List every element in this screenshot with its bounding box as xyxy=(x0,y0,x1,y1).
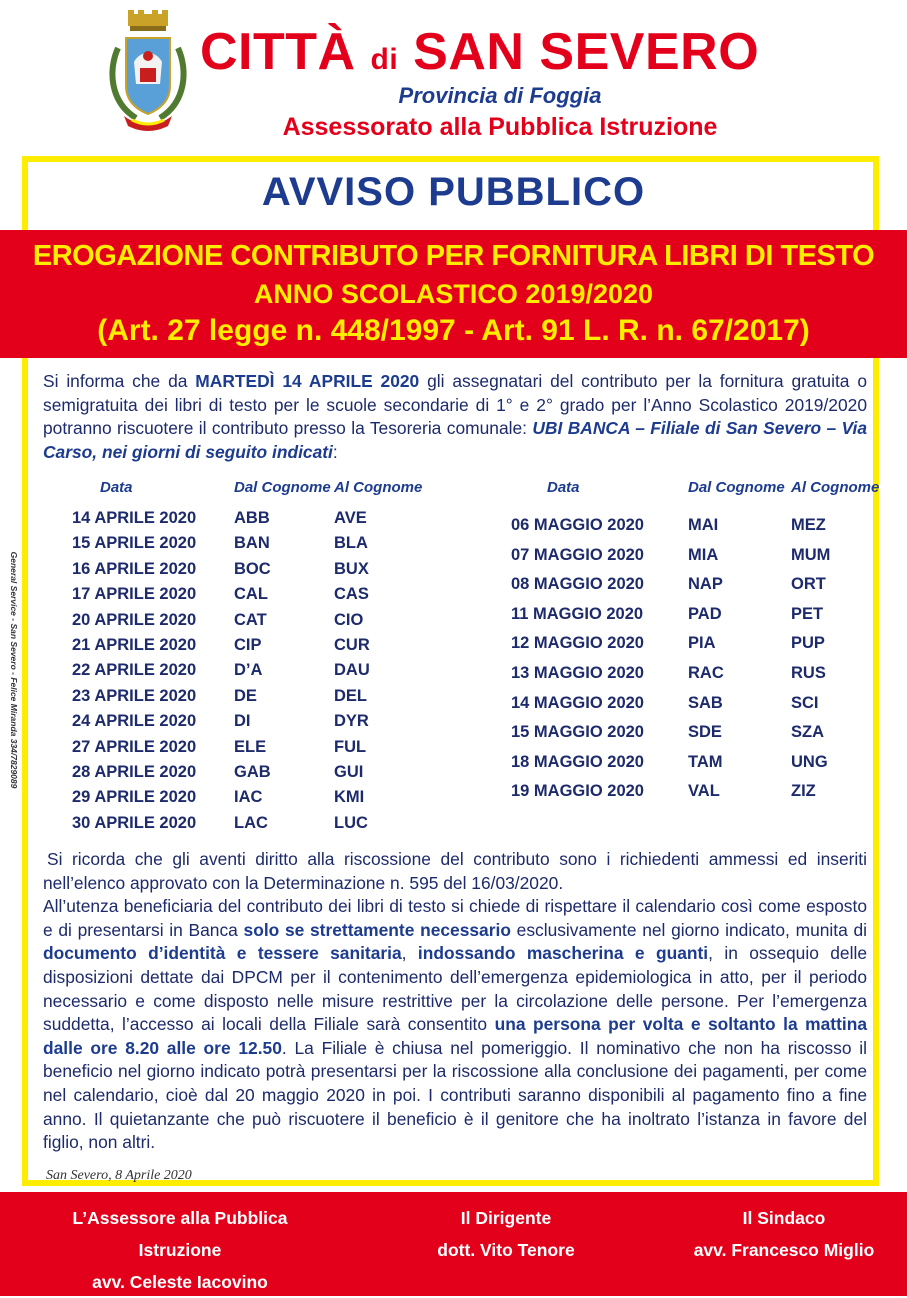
reminder-bold: solo se strettamente necessario xyxy=(243,919,511,940)
schedule-cell-to: PET xyxy=(791,604,824,623)
intro-start-date: MARTEDÌ 14 APRILE 2020 xyxy=(195,371,420,391)
schedule-cell-from: IAC xyxy=(234,788,263,807)
schedule-cell-to: ORT xyxy=(791,575,826,594)
reminder-text: , in ossequio delle disposizioni dettate dai DPCM per il contenimento dell’emergenza epidemiologica in atto, per il periodo necessario e come disposto nelle misure restrittive per la circolazione delle persone. Per l’emergenza suddetta, l’accesso ai locali della Filiale sarà consentito xyxy=(43,943,867,1035)
side-credit-text: General Service - San Severo - Felice Miranda 334/7829089 xyxy=(9,551,19,789)
schedule-cell-date: 24 APRILE 2020 xyxy=(72,712,197,731)
schedule-cell-to: UNG xyxy=(791,752,828,771)
city-name: SAN SEVERO xyxy=(413,23,760,81)
reminder-bold: indossando mascherina e guanti xyxy=(417,943,709,964)
signature-name: avv. Celeste Iacovino xyxy=(92,1272,268,1292)
schedule-cell-date: 08 MAGGIO 2020 xyxy=(511,575,644,594)
side-credit xyxy=(4,551,24,789)
place-date: San Severo, 8 Aprile 2020 xyxy=(46,1168,192,1183)
right-header-from: Dal Cognome xyxy=(688,479,785,496)
schedule-cell-to: GUI xyxy=(334,763,364,781)
schedule-cell-from: MAI xyxy=(688,516,719,534)
schedule-cell-to: CAS xyxy=(334,585,369,604)
notice-title: AVVISO PUBBLICO xyxy=(261,170,646,214)
schedule-cell-to: CUR xyxy=(334,636,370,654)
schedule-cell-date: 14 MAGGIO 2020 xyxy=(511,693,644,712)
city-di: di xyxy=(370,43,399,76)
schedule-cell-date: 23 APRILE 2020 xyxy=(72,686,197,705)
signature-name: dott. Vito Tenore xyxy=(437,1240,575,1260)
right-header-date: Data xyxy=(547,479,580,496)
schedule-cell-date: 14 APRILE 2020 xyxy=(72,509,197,527)
schedule-cell-date: 30 APRILE 2020 xyxy=(72,813,197,832)
schedule-cell-date: 11 MAGGIO 2020 xyxy=(511,604,644,623)
schedule-cell-to: DEL xyxy=(334,686,367,705)
signature-role: L’Assessore alla Pubblica Istruzione xyxy=(72,1208,288,1260)
schedule-cell-from: MIA xyxy=(688,545,719,564)
left-header-date: Data xyxy=(100,479,133,496)
schedule-cell-to: CIO xyxy=(334,610,364,629)
reminder-text: All’utenza beneficiaria del contributo dei libri di testo si chiede di rispettare il calendario così come esposto e di presentarsi in Banca xyxy=(43,896,867,940)
schedule-cell-date: 15 APRILE 2020 xyxy=(72,534,197,553)
schedule-cell-date: 17 APRILE 2020 xyxy=(72,585,197,604)
schedule-cell-to: DYR xyxy=(334,712,369,731)
signature-sindaco xyxy=(634,1202,907,1266)
reminder-bold: una persona per volta e soltanto la mattina dalle ore 8.20 alle ore 12.50 xyxy=(43,1014,867,1058)
schedule-cell-to: SCI xyxy=(791,693,819,712)
city-crest-logo xyxy=(106,10,190,134)
schedule-cell-from: ABB xyxy=(234,509,270,527)
schedule-cell-to: FUL xyxy=(334,737,367,756)
subject-line-3: (Art. 27 legge n. 448/1997 - Art. 91 L. R. n. 67/2017) xyxy=(97,314,810,347)
schedule-cell-date: 06 MAGGIO 2020 xyxy=(511,516,644,534)
intro-text: : xyxy=(332,441,338,462)
signature-role: Il Dirigente xyxy=(460,1208,552,1228)
schedule-cell-from: VAL xyxy=(688,782,720,801)
signature-role: Il Sindaco xyxy=(742,1208,826,1228)
schedule-cell-date: 28 APRILE 2020 xyxy=(72,763,197,781)
schedule-cell-from: NAP xyxy=(688,575,723,594)
intro-text: Si informa che da xyxy=(43,371,196,391)
schedule-cell-date: 21 APRILE 2020 xyxy=(72,636,197,654)
schedule-cell-from: BAN xyxy=(234,534,270,553)
schedule-cell-to: ZIZ xyxy=(791,782,816,801)
schedule-cell-date: 07 MAGGIO 2020 xyxy=(511,545,644,564)
schedule-cell-from: LAC xyxy=(234,813,268,832)
right-header-to: Al Cognome xyxy=(791,479,880,496)
reminder-p1: Si ricorda che gli aventi diritto alla riscossione del contributo sono i richiedenti ammessi ed inseriti nell’elenco approvato con la Determinazione n. 595 del 16/03/2020. xyxy=(43,849,867,893)
schedule-cell-to: DAU xyxy=(334,661,370,680)
schedule-cell-from: ELE xyxy=(234,737,267,756)
schedule-cell-date: 13 MAGGIO 2020 xyxy=(511,664,644,682)
schedule-cell-to: SZA xyxy=(791,723,824,742)
schedule-cell-date: 27 APRILE 2020 xyxy=(72,737,197,756)
schedule-cell-to: MUM xyxy=(791,545,831,564)
schedule-cell-date: 18 MAGGIO 2020 xyxy=(511,752,644,771)
schedule-cell-to: BUX xyxy=(334,559,369,578)
schedule-cell-from: SAB xyxy=(688,693,723,712)
schedule-cell-from: PAD xyxy=(688,604,722,623)
reminder-bold: documento d’identità e tessere sanitaria xyxy=(43,943,402,964)
schedule-cell-from: D’A xyxy=(234,661,263,680)
city-title xyxy=(200,22,820,90)
schedule-cell-date: 22 APRILE 2020 xyxy=(72,661,197,680)
reminder-paragraph xyxy=(43,848,867,1155)
schedule-cell-from: GAB xyxy=(234,763,271,781)
schedule-cell-from: PIA xyxy=(688,634,716,653)
reminder-text: , xyxy=(401,943,418,964)
intro-paragraph xyxy=(43,370,867,464)
subject-line-1: EROGAZIONE CONTRIBUTO PER FORNITURA LIBRI DI TESTO xyxy=(32,240,875,272)
schedule-cell-to: LUC xyxy=(334,813,368,832)
schedule-cell-to: BLA xyxy=(334,534,368,553)
reminder-text: . La Filiale è chiusa nel pomeriggio. Il nominativo che non ha riscosso il beneficio nel giorno indicato potrà presentarsi per la riscossione alla conclusione dei pagamenti, per come nel calendario, cioè dal 20 maggio 2020 in poi. I contributi saranno disponibili al pagamento fino a fine anno. Il quietanzante che può riscuotere il beneficio è il genitore che ha inoltrato l’istanza in favore del figlio, non altri. xyxy=(43,1037,867,1153)
schedule-cell-from: SDE xyxy=(688,723,722,742)
schedule-cell-date: 16 APRILE 2020 xyxy=(72,559,197,578)
schedule-cell-to: AVE xyxy=(334,509,367,527)
schedule-cell-date: 15 MAGGIO 2020 xyxy=(511,723,644,742)
intro-bank: UBI BANCA – Filiale di San Severo – Via Carso, nei giorni di seguito indicati xyxy=(43,418,867,462)
schedule-cell-from: CIP xyxy=(234,636,262,654)
left-header-from: Dal Cognome xyxy=(234,479,331,496)
schedule-cell-to: MEZ xyxy=(791,516,826,534)
schedule-cell-from: CAT xyxy=(234,610,267,629)
reminder-text: esclusivamente nel giorno indicato, munita di xyxy=(510,919,867,940)
schedule-cell-date: 20 APRILE 2020 xyxy=(72,610,197,629)
schedule-cell-date: 19 MAGGIO 2020 xyxy=(511,782,644,801)
left-header-to: Al Cognome xyxy=(334,479,423,496)
subject-line-2: ANNO SCOLASTICO 2019/2020 xyxy=(253,279,654,309)
schedule-cell-from: BOC xyxy=(234,559,271,578)
signature-dirigente xyxy=(356,1202,656,1266)
schedule-cell-from: TAM xyxy=(688,752,723,771)
intro-text: gli assegnatari del contributo per la fornitura gratuita o semigratuita dei libri di testo per le scuole secondarie di 1° e 2° grado per l’Anno Scolastico 2019/2020 potranno riscuotere il contributo presso la Tesoreria comunale: xyxy=(43,371,867,439)
province: Provincia di Foggia xyxy=(398,83,602,108)
schedule-cell-to: PUP xyxy=(791,634,825,653)
schedule-cell-date: 12 MAGGIO 2020 xyxy=(511,634,644,653)
signature-name: avv. Francesco Miglio xyxy=(693,1240,875,1260)
schedule-cell-from: DI xyxy=(234,712,251,731)
schedule-cell-date: 29 APRILE 2020 xyxy=(72,788,197,807)
signature-assessore xyxy=(30,1202,330,1298)
reminder-p2 xyxy=(43,895,867,1155)
schedule-cell-from: DE xyxy=(234,686,257,705)
schedule-cell-to: RUS xyxy=(791,664,826,682)
schedule-cell-from: CAL xyxy=(234,585,268,604)
schedule-cell-from: RAC xyxy=(688,664,724,682)
office-name: Assessorato alla Pubblica Istruzione xyxy=(282,113,718,141)
city-prefix: CITTÀ xyxy=(200,23,356,81)
schedule-cell-to: KMI xyxy=(334,788,365,807)
